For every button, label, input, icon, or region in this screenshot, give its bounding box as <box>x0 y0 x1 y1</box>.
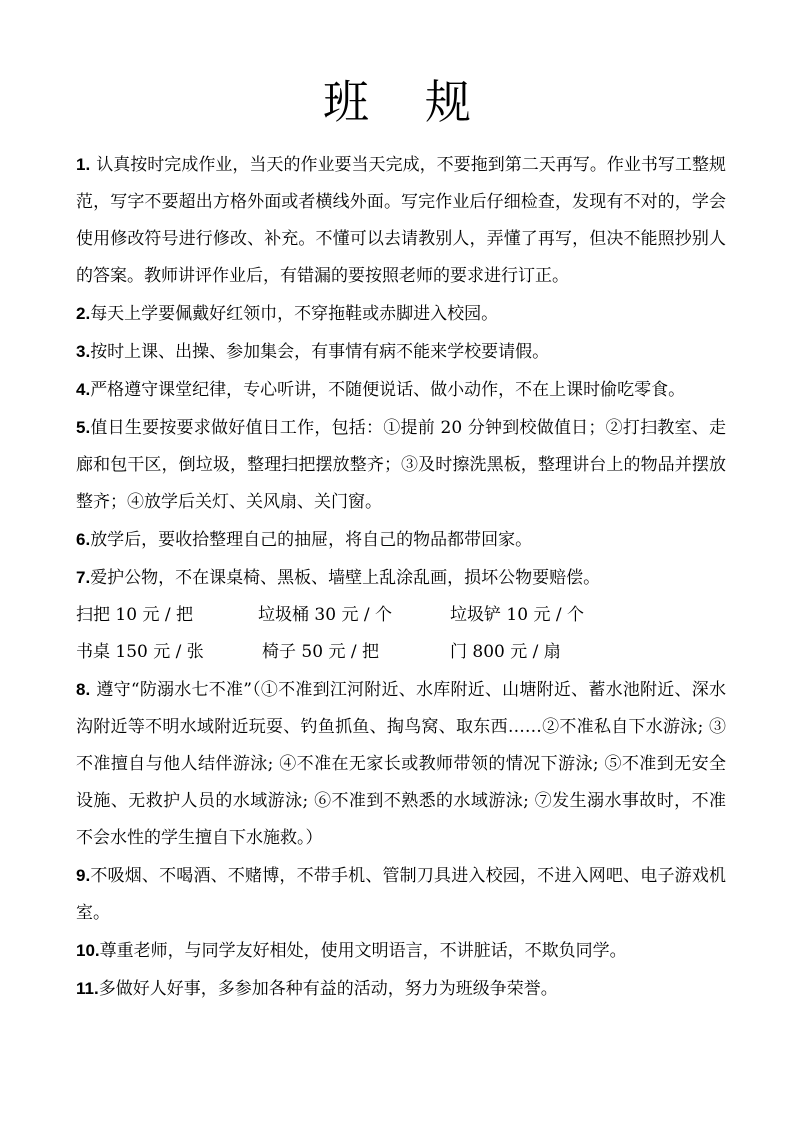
rule-item <box>76 521 726 559</box>
rules-list <box>76 146 726 1008</box>
rule-text: 每天上学要佩戴好红领巾，不穿拖鞋或赤脚进入校园。 <box>90 304 499 324</box>
rule-text: 认真按时完成作业，当天的作业要当天完成，不要拖到第二天再写。作业书写工整规范，写字不要超出方格外面或者横线外面。写完作业后仔细检查，发现有不对的，学会使用修改符号进行修改、补充。不懂可以去请教别人，弄懂了再写，但决不能照抄别人的答案。教师讲评作业后，有错漏的要按照老师的要求进行订正。 <box>76 155 726 286</box>
rule-text: 严格遵守课堂纪律，专心听讲，不随便说话、做小动作，不在上课时偷吃零食。 <box>90 380 686 400</box>
price-item: 垃圾铲 10 元 / 个 <box>450 605 584 625</box>
rule-text: 爱护公物，不在课桌椅、黑板、墙壁上乱涂乱画，损坏公物要赔偿。 <box>90 568 601 588</box>
price-item: 扫把 10 元 / 把 <box>76 605 193 625</box>
rule-text: 不吸烟、不喝酒、不赌博，不带手机、管制刀具进入校园，不进入网吧、电子游戏机室。 <box>76 866 726 923</box>
price-item: 书桌 150 元 / 张 <box>76 642 204 662</box>
rule-number: 3. <box>76 342 91 361</box>
rule-text: 按时上课、出操、参加集会，有事情有病不能来学校要请假。 <box>90 342 550 362</box>
price-row <box>76 634 726 671</box>
rule-number: 1. <box>76 155 91 174</box>
rule-text: 值日生要按要求做好值日工作，包括：①提前 20 分钟到校做值日；②打扫教室、走廊和包干区，倒垃圾，整理扫把摆放整齐；③及时擦洗黑板，整理讲台上的物品并摆放整齐；④放学后关灯、关风扇、关门窗。 <box>76 418 726 512</box>
rule-number: 5. <box>76 418 91 437</box>
rule-number: 4. <box>76 380 91 399</box>
price-item: 门 800 元 / 扇 <box>450 642 561 662</box>
rule-number: 2. <box>76 304 91 323</box>
rule-item <box>76 333 726 371</box>
rule-text: 放学后，要收拾整理自己的抽屉，将自己的物品都带回家。 <box>90 530 533 550</box>
rule-item <box>76 932 726 970</box>
rule-number: 9. <box>76 866 91 885</box>
page-title: 班规 <box>323 75 527 129</box>
rule-item <box>76 295 726 333</box>
rule-text: 尊重老师，与同学友好相处，使用文明语言，不讲脏话，不欺负同学。 <box>99 941 627 961</box>
rule-text: 遵守“防溺水七不准”（①不准到江河附近、水库附近、山塘附近、蓄水池附近、深水沟附近等不明水域附近玩耍、钓鱼抓鱼、掏鸟窝、取东西……②不准私自下水游泳; ③不准擅自与他人结伴游泳; ④不准在无家长或教师带领的情况下游泳; ⑤不准到无安全设施、无救护人员的水域游泳; ⑥不准到不熟悉的水域游泳; ⑦发生溺水事故时，不准不会水性的学生擅自下水施救。） <box>76 680 726 848</box>
rule-item <box>76 371 726 409</box>
rule-number: 8. <box>76 680 91 699</box>
rule-item <box>76 671 726 857</box>
rule-item <box>76 146 726 295</box>
rule-number: 10. <box>76 941 100 960</box>
rule-item <box>76 857 726 932</box>
rule-text: 多做好人好事，多参加各种有益的活动，努力为班级争荣誉。 <box>98 979 558 999</box>
price-item: 垃圾桶 30 元 / 个 <box>258 605 392 625</box>
price-item: 椅子 50 元 / 把 <box>262 642 379 662</box>
rule-number: 6. <box>76 530 91 549</box>
rule-number: 7. <box>76 568 91 587</box>
price-row <box>76 597 726 634</box>
rule-item <box>76 409 726 521</box>
rule-item <box>76 559 726 597</box>
rule-item <box>76 970 726 1008</box>
rule-number: 11. <box>76 979 99 998</box>
